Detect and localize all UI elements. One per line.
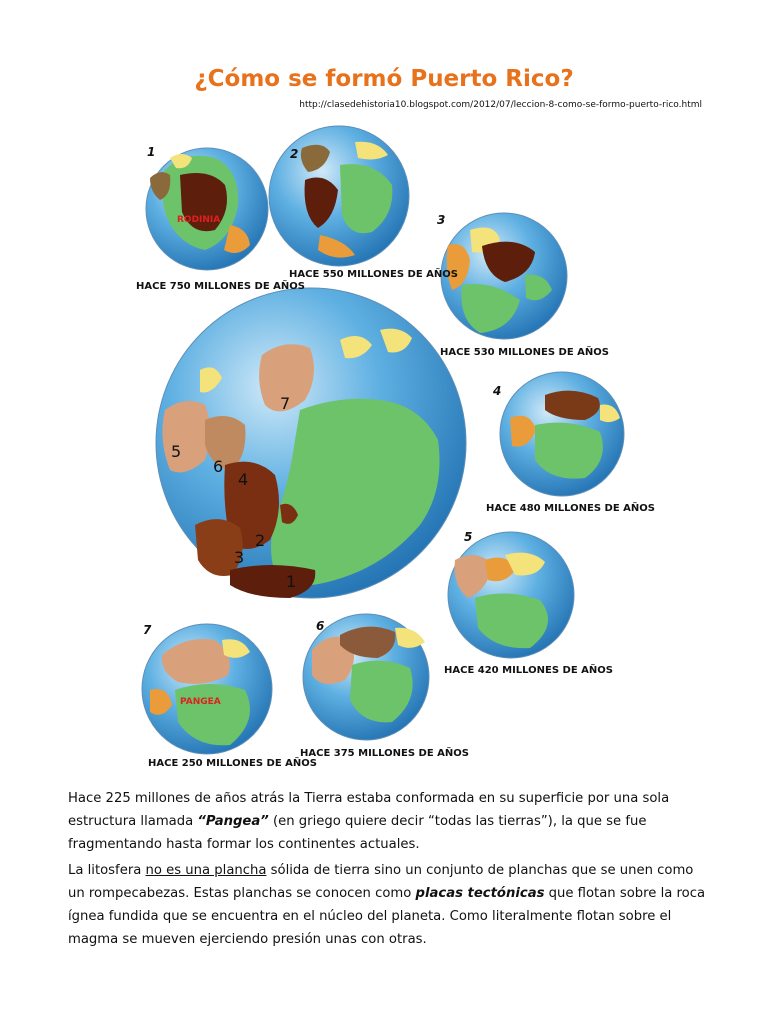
paragraph-plates: [68, 859, 708, 951]
globe-number-6: 6: [316, 619, 325, 633]
rodinia-label: RODINIA: [177, 215, 221, 225]
caption-globe-2: HACE 550 MILLONES DE AÑOS: [289, 269, 458, 280]
globe-number-2: 2: [290, 147, 299, 161]
big-pangea-globe: [156, 288, 466, 598]
caption-globe-3: HACE 530 MILLONES DE AÑOS: [440, 347, 609, 358]
big-label-2: 2: [255, 531, 266, 550]
caption-globe-7: HACE 250 MILLONES DE AÑOS: [148, 758, 317, 769]
p2-text-b: sólida de tierra sino un conjunto de planchas que se unen como un rompecabezas. Estas planchas se conocen como: [68, 863, 694, 901]
globe-number-3: 3: [437, 213, 446, 227]
paragraph-pangea: [68, 787, 708, 856]
p1-text-a: Hace 225 millones de años atrás la Tierra estaba conformada en su superficie por una sola estructura llamada: [68, 791, 670, 829]
big-label-4: 4: [238, 470, 249, 489]
globe-number-5: 5: [464, 530, 473, 544]
globe-5: [448, 532, 574, 658]
globe-number-1: 1: [147, 145, 156, 159]
globe-number-7: 7: [143, 623, 152, 637]
caption-globe-6: HACE 375 MILLONES DE AÑOS: [300, 748, 469, 759]
globe-7: [142, 624, 272, 754]
globe-1: [146, 148, 268, 270]
big-label-7: 7: [280, 394, 291, 413]
page-title: ¿Cómo se formó Puerto Rico?: [194, 66, 574, 92]
globe-number-4: 4: [493, 384, 502, 398]
p2-emphasis: placas tectónicas: [415, 886, 545, 901]
globe-3: [441, 213, 567, 339]
source-url[interactable]: http://clasedehistoria10.blogspot.com/2012/07/leccion-8-como-se-formo-puerto-rico.html: [299, 100, 702, 110]
pangea-label: PANGEA: [180, 697, 221, 707]
big-label-1: 1: [286, 572, 297, 591]
p1-emphasis: “Pangea”: [197, 814, 269, 829]
caption-globe-5: HACE 420 MILLONES DE AÑOS: [444, 665, 613, 676]
p2-text-a: La litosfera: [68, 863, 146, 878]
big-label-6: 6: [213, 457, 224, 476]
big-label-3: 3: [234, 548, 245, 567]
caption-globe-1: HACE 750 MILLONES DE AÑOS: [136, 281, 305, 292]
p2-underlined: no es una plancha: [145, 863, 267, 878]
caption-globe-4: HACE 480 MILLONES DE AÑOS: [486, 503, 655, 514]
p1-text-b: (en griego quiere decir “todas las tierras”), la que se fue fragmentando hasta formar los continentes actuales.: [68, 814, 647, 852]
globe-4: [500, 372, 624, 496]
p2-text-c: que flotan sobre la roca ígnea fundida que se encuentra en el núcleo del planeta. Como literalmente flotan sobre el magma se mueven ejerciendo presión unas con otras.: [68, 886, 706, 947]
big-label-5: 5: [171, 442, 182, 461]
